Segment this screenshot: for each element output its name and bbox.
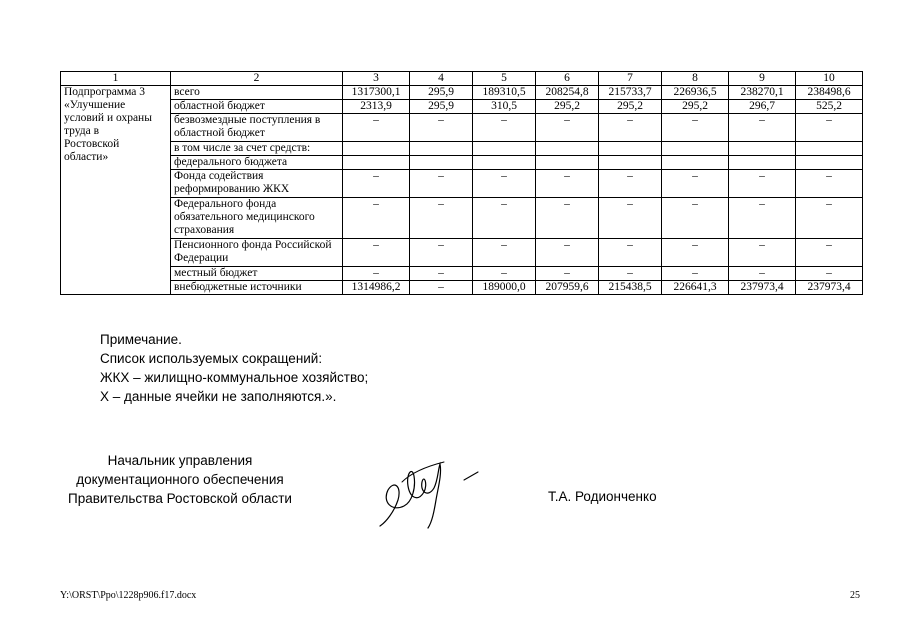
column-number: 4 — [410, 72, 473, 86]
table-row — [61, 100, 863, 114]
funding-value-cell: 215733,7 — [599, 86, 662, 100]
program-name-line: труда в — [64, 125, 100, 137]
funding-value-cell: – — [410, 267, 473, 281]
funding-value-cell: – — [729, 239, 796, 267]
funding-value-cell: – — [473, 267, 536, 281]
funding-value-cell: – — [410, 114, 473, 142]
table-row — [61, 114, 863, 142]
funding-value-cell — [343, 142, 410, 156]
funding-value-cell — [343, 156, 410, 170]
funding-source-label: Фонда содействия реформированию ЖКХ — [171, 170, 343, 198]
funding-source-label: всего — [171, 86, 343, 100]
funding-value-cell: – — [343, 267, 410, 281]
program-name-line: условий и охраны — [64, 112, 152, 124]
funding-value-cell: 237973,4 — [796, 281, 863, 295]
funding-value-cell: – — [536, 170, 599, 198]
funding-value-cell — [796, 142, 863, 156]
funding-value-cell: 215438,5 — [599, 281, 662, 295]
funding-value-cell — [662, 142, 729, 156]
table-row — [61, 86, 863, 100]
funding-value-cell: – — [473, 198, 536, 239]
funding-value-cell — [410, 156, 473, 170]
table-row — [61, 267, 863, 281]
funding-value-cell: – — [796, 170, 863, 198]
funding-value-cell: – — [410, 239, 473, 267]
funding-value-cell: – — [343, 170, 410, 198]
funding-value-cell: – — [662, 239, 729, 267]
funding-value-cell: 237973,4 — [729, 281, 796, 295]
funding-value-cell — [599, 142, 662, 156]
funding-value-cell: – — [343, 198, 410, 239]
funding-value-cell: 295,2 — [599, 100, 662, 114]
note-heading: Примечание. — [100, 332, 182, 347]
column-number: 9 — [729, 72, 796, 86]
program-name-line: Подпрограмма 3 — [64, 86, 146, 98]
table-row — [61, 281, 863, 295]
funding-value-cell: – — [729, 198, 796, 239]
note-abbr-list-title: Список используемых сокращений: — [100, 351, 323, 366]
funding-value-cell: 1314986,2 — [343, 281, 410, 295]
funding-value-cell: – — [599, 170, 662, 198]
funding-value-cell: – — [343, 239, 410, 267]
funding-value-cell: – — [796, 114, 863, 142]
signer-name: Т.А. Родионченко — [548, 489, 657, 504]
budget-table — [60, 71, 863, 295]
funding-value-cell: – — [473, 170, 536, 198]
funding-value-cell: 1317300,1 — [343, 86, 410, 100]
funding-value-cell: 295,9 — [410, 86, 473, 100]
funding-value-cell: – — [729, 267, 796, 281]
table-row — [61, 142, 863, 156]
funding-value-cell — [662, 156, 729, 170]
program-name-line: Ростовской — [64, 138, 120, 150]
program-name-cell — [61, 86, 171, 295]
program-name-line: «Улучшение — [64, 99, 126, 111]
funding-value-cell: – — [599, 198, 662, 239]
official-title-line: документационного обеспечения — [76, 472, 284, 487]
notes-block — [100, 330, 368, 406]
column-number: 6 — [536, 72, 599, 86]
funding-value-cell: – — [536, 267, 599, 281]
funding-value-cell: 525,2 — [796, 100, 863, 114]
program-name-line: области» — [64, 151, 109, 163]
table-row — [61, 198, 863, 239]
funding-value-cell — [729, 156, 796, 170]
funding-value-cell — [473, 142, 536, 156]
official-title — [60, 451, 300, 508]
funding-value-cell: – — [473, 239, 536, 267]
funding-value-cell: – — [599, 239, 662, 267]
funding-value-cell — [536, 156, 599, 170]
funding-value-cell: – — [729, 170, 796, 198]
funding-source-label: областной бюджет — [171, 100, 343, 114]
funding-value-cell: 207959,6 — [536, 281, 599, 295]
table-row — [61, 239, 863, 267]
footer-page-number: 25 — [850, 590, 860, 601]
funding-value-cell: 295,2 — [536, 100, 599, 114]
funding-value-cell — [796, 156, 863, 170]
handwritten-signature — [372, 452, 482, 530]
funding-value-cell: 226641,3 — [662, 281, 729, 295]
funding-value-cell: 238270,1 — [729, 86, 796, 100]
funding-value-cell: 296,7 — [729, 100, 796, 114]
funding-value-cell: – — [796, 267, 863, 281]
official-title-line: Правительства Ростовской области — [68, 491, 292, 506]
note-abbr-x: Х – данные ячейки не заполняются.». — [100, 389, 337, 404]
funding-source-label: Федерального фонда обязательного медицинского страхования — [171, 198, 343, 239]
funding-value-cell — [473, 156, 536, 170]
column-number: 7 — [599, 72, 662, 86]
funding-value-cell: – — [599, 114, 662, 142]
funding-value-cell: 208254,8 — [536, 86, 599, 100]
funding-value-cell — [599, 156, 662, 170]
official-title-line: Начальник управления — [107, 453, 253, 468]
funding-value-cell: 295,2 — [662, 100, 729, 114]
funding-value-cell: 189000,0 — [473, 281, 536, 295]
funding-value-cell: 238498,6 — [796, 86, 863, 100]
funding-source-label: безвозмездные поступления в областной бюджет — [171, 114, 343, 142]
column-number: 1 — [61, 72, 171, 86]
column-number: 3 — [343, 72, 410, 86]
funding-value-cell: – — [536, 114, 599, 142]
funding-value-cell: – — [410, 170, 473, 198]
funding-value-cell: – — [599, 267, 662, 281]
funding-value-cell: 310,5 — [473, 100, 536, 114]
note-abbr-zhkh: ЖКХ – жилищно-коммунальное хозяйство; — [100, 370, 369, 385]
funding-value-cell: 295,9 — [410, 100, 473, 114]
funding-value-cell: – — [796, 239, 863, 267]
funding-value-cell: – — [662, 198, 729, 239]
funding-value-cell — [536, 142, 599, 156]
funding-value-cell: – — [536, 198, 599, 239]
funding-source-label: в том числе за счет средств: — [171, 142, 343, 156]
funding-value-cell: – — [729, 114, 796, 142]
funding-value-cell: – — [410, 281, 473, 295]
funding-source-label: Пенсионного фонда Российской Федерации — [171, 239, 343, 267]
funding-value-cell: – — [473, 114, 536, 142]
funding-value-cell: – — [343, 114, 410, 142]
funding-value-cell — [410, 142, 473, 156]
funding-source-label: местный бюджет — [171, 267, 343, 281]
funding-value-cell: 189310,5 — [473, 86, 536, 100]
table-row — [61, 156, 863, 170]
table-header-row — [61, 72, 863, 86]
funding-value-cell: – — [536, 239, 599, 267]
table-row — [61, 170, 863, 198]
funding-value-cell: – — [662, 114, 729, 142]
funding-value-cell: 2313,9 — [343, 100, 410, 114]
column-number: 5 — [473, 72, 536, 86]
funding-value-cell: – — [410, 198, 473, 239]
funding-value-cell: – — [662, 267, 729, 281]
footer-file-path: Y:\ORST\Ppo\1228p906.f17.docx — [60, 590, 197, 601]
funding-value-cell: – — [662, 170, 729, 198]
funding-value-cell: – — [796, 198, 863, 239]
funding-source-label: федерального бюджета — [171, 156, 343, 170]
column-number: 10 — [796, 72, 863, 86]
column-number: 8 — [662, 72, 729, 86]
funding-value-cell: 226936,5 — [662, 86, 729, 100]
funding-source-label: внебюджетные источники — [171, 281, 343, 295]
column-number: 2 — [171, 72, 343, 86]
funding-value-cell — [729, 142, 796, 156]
